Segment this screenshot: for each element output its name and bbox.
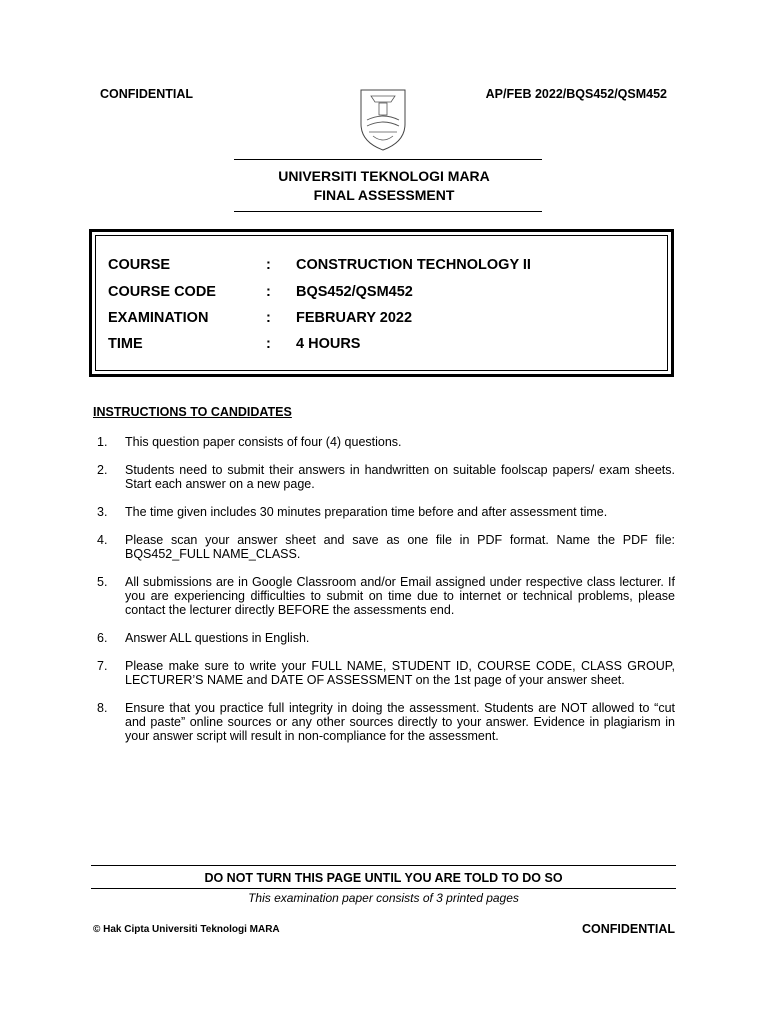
instruction-number: 5. bbox=[97, 575, 108, 589]
info-label: COURSE CODE bbox=[108, 284, 216, 300]
instructions-title: INSTRUCTIONS TO CANDIDATES bbox=[93, 405, 292, 419]
header-paper-code: AP/FEB 2022/BQS452/QSM452 bbox=[485, 87, 667, 101]
header-confidential: CONFIDENTIAL bbox=[100, 87, 194, 101]
instruction-text: This question paper consists of four (4) questions. bbox=[125, 435, 402, 449]
instruction-text: Please scan your answer sheet and save as one file in PDF format. Name the PDF file: BQS452_FULL NAME_CLASS. bbox=[125, 533, 675, 561]
instruction-number: 1. bbox=[97, 435, 108, 449]
info-label: COURSE bbox=[108, 257, 171, 273]
page-count-note: This examination paper consists of 3 printed pages bbox=[248, 891, 519, 905]
footer-confidential: CONFIDENTIAL bbox=[581, 922, 675, 936]
university-crest-icon bbox=[357, 86, 409, 152]
info-value: CONSTRUCTION TECHNOLOGY II bbox=[296, 257, 531, 273]
info-colon: : bbox=[266, 284, 271, 300]
info-colon: : bbox=[266, 257, 271, 273]
instruction-number: 3. bbox=[97, 505, 108, 519]
instruction-text: The time given includes 30 minutes preparation time before and after assessment time. bbox=[125, 505, 608, 519]
info-colon: : bbox=[266, 336, 271, 352]
info-colon: : bbox=[266, 310, 271, 326]
instruction-text: Students need to submit their answers in handwritten on suitable foolscap papers/ exam sheets. Start each answer on a new page. bbox=[125, 463, 675, 491]
instruction-number: 4. bbox=[97, 533, 108, 547]
title-rule-bottom bbox=[234, 211, 542, 212]
instruction-number: 6. bbox=[97, 631, 108, 645]
instruction-number: 7. bbox=[97, 659, 108, 673]
info-value: 4 HOURS bbox=[296, 336, 361, 352]
instruction-number: 8. bbox=[97, 701, 108, 715]
footer-rule-bottom bbox=[91, 888, 676, 889]
copyright-notice: © Hak Cipta Universiti Teknologi MARA bbox=[93, 924, 280, 935]
instruction-text: Please make sure to write your FULL NAME, STUDENT ID, COURSE CODE, CLASS GROUP, LECTURER’S NAME and DATE OF ASSESSMENT on the 1st page of your answer sheet. bbox=[125, 659, 675, 687]
info-label: TIME bbox=[108, 336, 143, 352]
assessment-title: FINAL ASSESSMENT bbox=[313, 187, 455, 203]
info-label: EXAMINATION bbox=[108, 310, 209, 326]
info-value: BQS452/QSM452 bbox=[296, 284, 413, 300]
instruction-text: Answer ALL questions in English. bbox=[125, 631, 310, 645]
info-value: FEBRUARY 2022 bbox=[296, 310, 413, 326]
instruction-number: 2. bbox=[97, 463, 108, 477]
instruction-text: Ensure that you practice full integrity in doing the assessment. Students are NOT allowed to “cut and paste” online sources or any other sources directly to your answer. Evidence in plagiarism in your answer script will result in non-compliance for the assessment. bbox=[125, 701, 675, 743]
footer-rule-top bbox=[91, 865, 676, 866]
instruction-text: All submissions are in Google Classroom and/or Email assigned under respective class lecturer. If you are experiencing difficulties to submit on time due to internet or technical problems, please contact the lecturer directly BEFORE the assessments end. bbox=[125, 575, 675, 617]
university-name: UNIVERSITI TEKNOLOGI MARA bbox=[278, 168, 490, 184]
do-not-turn-warning: DO NOT TURN THIS PAGE UNTIL YOU ARE TOLD TO DO SO bbox=[204, 871, 563, 885]
course-info-box bbox=[89, 229, 674, 377]
title-rule-top bbox=[234, 159, 542, 160]
